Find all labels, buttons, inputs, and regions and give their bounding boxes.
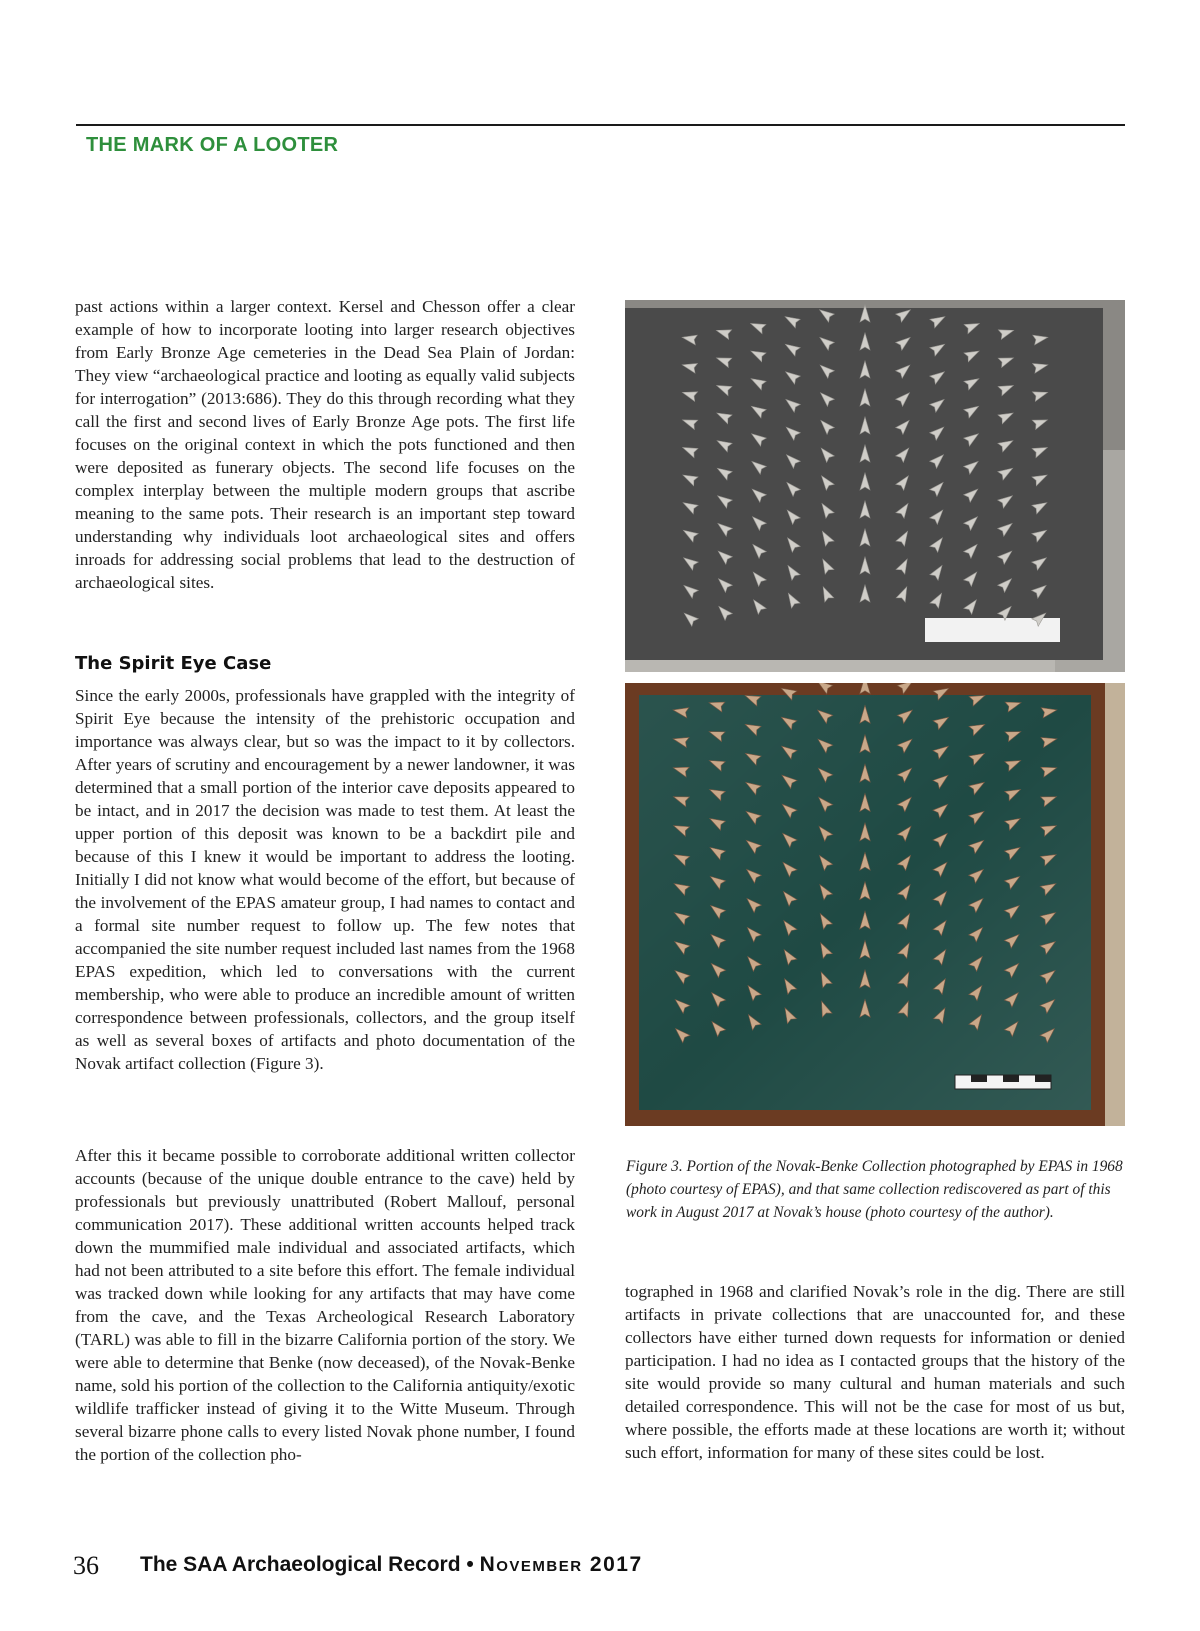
paragraph-text: past actions within a larger context. Kersel and Chesson offer a clear example of how to incorporate looting into larger research objectives from Early Bronze Age cemeteries in the Dead Sea Plain of Jordan: They view “archaeological practice and looting as equally valid subjects for interrogation” (2013:686). They do this through recording what they call the first and second lives of Early Bronze Age pots. The first life focuses on the original context in which the pots functioned and then were deposited as funerary objects. The second life focuses on the complex interplay between the multiple modern groups that ascribe meaning to the same pots. Their research is an important step toward understanding why individuals loot archaeological sites and offers inroads for addressing social problems that lead to the destruction of archaeological sites. xyxy=(75,297,575,592)
body-paragraph-3 xyxy=(75,1144,575,1466)
journal-title: The SAA Archaeological Record xyxy=(140,1553,461,1576)
issue-date: November 2017 xyxy=(479,1553,643,1576)
scale-bar xyxy=(955,1075,1051,1089)
body-paragraph-1 xyxy=(75,295,575,594)
paragraph-text: Since the early 2000s, professionals have grappled with the integrity of Spirit Eye because the intensity of the prehistoric occupation and importance was always clear, but so was the impact to it by collectors. After years of scrutiny and encouragement by a newer landowner, it was determined that a small portion of the interior cave deposits appeared to be intact, and in 2017 the decision was made to test them. At least the upper portion of this deposit was known to be a backdirt pile and because of this I knew it would be important to address the looting. Initially I did not know what would become of the effort, but because of the involvement of the EPAS amateur group, I had names to contact and a formal site number request to follow up. The few notes that accompanied the site number request included last names from the 1968 EPAS expedition, which led to conversations with the current membership, who were able to produce an incredible amount of written correspondence between professionals, collectors, and the group itself as well as several boxes of artifacts and photo documentation of the Novak artifact collection (Figure 3). xyxy=(75,686,575,1073)
paragraph-text: tographed in 1968 and clarified Novak’s role in the dig. There are still artifacts in private collections that are unaccounted for, and these collectors have either turned down requests for information or denied participation. I had no idea as I contacted groups that the history of the site would provide so many cultural and human materials and such detailed correspondence. This will not be the case for most of us but, where possible, the efforts made at these locations are worth it; without such effort, information for many of these sites could be lost. xyxy=(625,1282,1125,1462)
section-heading: The Spirit Eye Case xyxy=(75,653,272,674)
artifact-board-1968-image xyxy=(625,300,1125,672)
artifact-frame-2017-image xyxy=(625,683,1125,1126)
paragraph-text: After this it became possible to corroborate additional written collector accounts (because of the unique double entrance to the cave) held by professionals but previously unattributed (Robert Mallouf, personal communication 2017). These additional written accounts helped track down the mummified male individual and associated artifacts, which had not been attributed to a site before this effort. The female individual was tracked down while looking for any artifacts that may have come from the cave, and the Texas Archeological Research Laboratory (TARL) was able to fill in the bizarre California portion of the story. We were able to determine that Benke (now deceased), of the Novak-Benke name, sold his portion of the collection to the California antiquity/exotic wildlife trafficker instead of giving it to the Witte Museum. Through several bizarre phone calls to every listed Novak phone number, I found the portion of the collection pho- xyxy=(75,1146,575,1464)
running-head: THE MARK OF A LOOTER xyxy=(86,134,339,156)
footer-separator: • xyxy=(466,1553,474,1576)
figure-photo-2017 xyxy=(625,683,1125,1126)
page-number: 36 xyxy=(73,1551,99,1580)
body-paragraph-2 xyxy=(75,684,575,1075)
body-paragraph-4 xyxy=(625,1280,1125,1464)
journal-footer xyxy=(140,1553,643,1577)
figure-photo-1968 xyxy=(625,300,1125,672)
figure-caption: Figure 3. Portion of the Novak-Benke Collection photographed by EPAS in 1968 (photo courtesy of EPAS), and that same collection rediscovered as part of this work in August 2017 at Novak’s house (photo courtesy of the author). xyxy=(626,1158,1123,1221)
header-rule xyxy=(76,124,1125,126)
